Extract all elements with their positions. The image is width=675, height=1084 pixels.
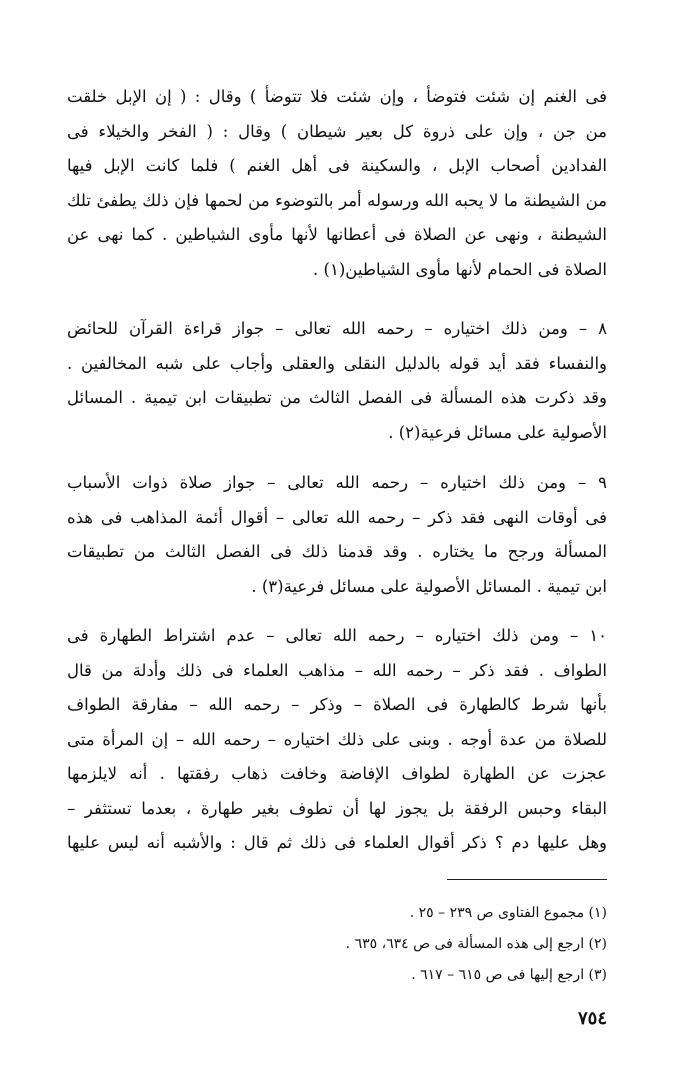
text-line: للصلاة من عدة أوجه . وبنى على ذلك اختياره – رحمه الله – إن المرأة متى bbox=[67, 729, 607, 749]
text-line: الصلاة فى الحمام لأنها مأوى الشياطين(١) . bbox=[313, 259, 607, 279]
text-line: وهل عليها دم ؟ ذكر أقوال العلماء فى ذلك ثم قال : والأشبه أنه ليس عليها bbox=[67, 833, 607, 852]
text-line: الطواف . فقد ذكر – رحمه الله – مذاهب العلماء فى ذلك وأدلة من قال bbox=[67, 660, 607, 680]
footnotes bbox=[277, 898, 607, 991]
text-line: من الشيطنة ما لا يحبه الله ورسوله أمر بالتوضوء من لحمها فإن ذلك يطفئ تلك bbox=[67, 190, 607, 210]
text-line: ١٠ – ومن ذلك اختياره – رحمه الله تعالى – عدم اشتراط الطهارة فى bbox=[67, 626, 607, 645]
text-line: عجزت عن الطهارة لطواف الإفاضة وخافت ذهاب رفقتها . أنه لايلزمها bbox=[67, 764, 607, 783]
page-number: ٧٥٤ bbox=[577, 1008, 607, 1029]
text-line: وقد ذكرت هذه المسألة فى الفصل الثالث من تطبيقات ابن تيمية . المسائل bbox=[67, 388, 607, 407]
text-line: ٩ – ومن ذلك اختياره – رحمه الله تعالى – جواز صلاة ذوات الأسباب bbox=[67, 473, 607, 492]
text-line: الأصولية على مسائل فرعية(٢) . bbox=[388, 422, 607, 442]
text-line: ٨ – ومن ذلك اختياره – رحمه الله تعالى – جواز قراءة القرآن للحائض bbox=[67, 319, 607, 338]
text-line: والنفساء فقد أيد قوله بالدليل النقلى والعقلى وأجاب على شبه المخالفين . bbox=[67, 353, 607, 373]
footnote-2: (٢) ارجع إلى هذه المسألة فى ص ٦٣٤، ٦٣٥ . bbox=[345, 936, 607, 952]
paragraph-item-8 bbox=[67, 312, 607, 450]
text-line: من جن ، وإن على ذروة كل بعير شيطان ) وقال : ( الفخر والخيلاء فى bbox=[67, 121, 607, 141]
text-line: بأنها شرط كالطهارة فى الصلاة – وذكر – رحمه الله – مفارقة الطواف bbox=[67, 695, 607, 714]
paragraph-item-10 bbox=[67, 619, 607, 861]
paragraph-item-9 bbox=[67, 466, 607, 604]
text-line: فى الغنم إن شئت فتوضأ ، وإن شئت فلا تتوضأ ) وقال : ( إن الإبل خلقت bbox=[67, 87, 607, 106]
text-line: الشيطنة ، ونهى عن الصلاة فى أعطانها لأنها مأوى الشياطين . كما نهى عن bbox=[67, 225, 607, 244]
footnote-divider bbox=[447, 879, 607, 880]
text-line: المسألة ورجح ما يختاره . وقد قدمنا ذلك فى الفصل الثالث من تطبيقات bbox=[67, 542, 607, 561]
footnote-3: (٣) ارجع إليها فى ص ٦١٥ – ٦١٧ . bbox=[411, 967, 607, 983]
text-line: البقاء وحبس الرفقة بل يجوز لها أن تطوف بغير طهارة ، بعدما تستثفر – bbox=[67, 798, 607, 818]
text-line: ابن تيمية . المسائل الأصولية على مسائل فرعية(٣) . bbox=[251, 576, 607, 596]
paragraph-camel-meat bbox=[67, 80, 607, 287]
text-line: الفدادين أصحاب الإبل ، والسكينة فى أهل الغنم ) فلما كانت الإبل فيها bbox=[67, 156, 607, 175]
footnote-1: (١) مجموع الفتاوى ص ٢٣٩ – ٢٥ . bbox=[409, 905, 607, 921]
text-line: فى أوقات النهى فقد ذكر – رحمه الله تعالى – أقوال أئمة المذاهب فى هذه bbox=[67, 507, 607, 527]
